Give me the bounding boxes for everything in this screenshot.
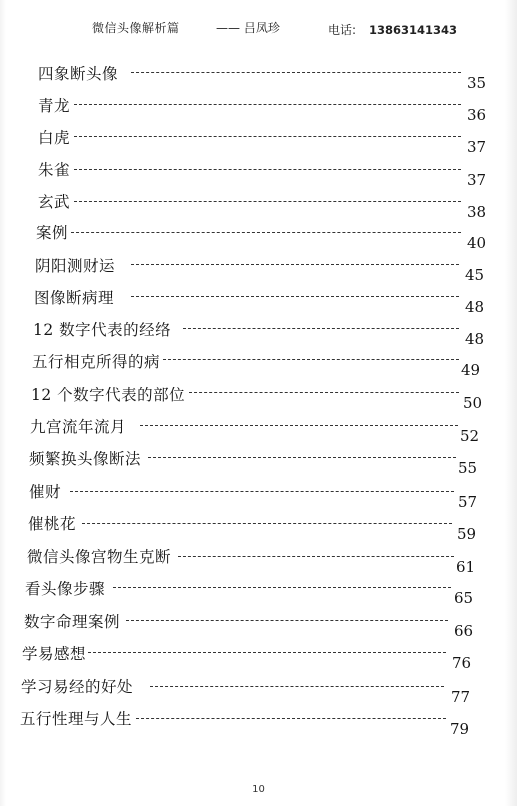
- toc-entry: [0, 350, 517, 380]
- toc-entry: [0, 577, 517, 607]
- toc-entry: [0, 383, 517, 413]
- toc-entry: [0, 62, 517, 92]
- toc-dot-leader: [136, 718, 446, 719]
- toc-entry-page: 35: [467, 74, 487, 92]
- toc-entry-title: 案例: [36, 224, 69, 242]
- toc-entry-title: 朱雀: [38, 161, 71, 179]
- toc-entry-title: 九宫流年流月: [30, 418, 127, 436]
- toc-entry-page: 49: [461, 361, 481, 379]
- toc-entry-page: 38: [467, 203, 487, 221]
- toc-entry: [0, 447, 517, 477]
- toc-dot-leader: [113, 587, 451, 588]
- toc-entry-title: 青龙: [38, 97, 71, 115]
- toc-entry: [0, 254, 517, 284]
- phone-number: 13863141343: [369, 23, 458, 37]
- toc-entry-page: 55: [458, 459, 478, 477]
- toc-dot-leader: [150, 686, 444, 687]
- toc-entry-title: 频繁换头像断法: [29, 450, 142, 468]
- toc-entry-title: 12 数字代表的经络: [33, 321, 172, 339]
- toc-entry: [0, 318, 517, 348]
- toc-entry-title: 玄武: [38, 193, 71, 211]
- page-number: 10: [252, 784, 265, 795]
- toc-entry-page: 76: [452, 654, 472, 672]
- toc-dot-leader: [70, 491, 454, 492]
- toc-entry: [0, 545, 517, 575]
- toc-entry: [0, 642, 517, 672]
- toc-entry: [0, 512, 517, 542]
- toc-entry-page: 48: [465, 298, 485, 316]
- toc-entry-title: 白虎: [38, 129, 71, 147]
- toc-entry: [0, 675, 517, 705]
- toc-dot-leader: [88, 652, 446, 653]
- toc-entry: [0, 190, 517, 220]
- toc-entry-title: 五行性理与人生: [20, 710, 133, 728]
- toc-dot-leader: [82, 523, 452, 524]
- toc-entry-page: 77: [451, 688, 471, 706]
- toc-entry-page: 40: [467, 234, 487, 252]
- toc-entry: [0, 126, 517, 156]
- toc-entry-title: 四象断头像: [38, 65, 119, 83]
- toc-entry-title: 催财: [29, 483, 62, 501]
- toc-dot-leader: [74, 169, 461, 170]
- toc-entry-title: 阴阳测财运: [35, 257, 116, 275]
- phone-label: 电话:: [328, 23, 357, 37]
- toc-dot-leader: [131, 264, 459, 265]
- toc-dot-leader: [71, 232, 461, 233]
- toc-entry-title: 催桃花: [28, 515, 77, 533]
- toc-entry-page: 52: [460, 427, 480, 445]
- toc-entry-title: 学易感想: [22, 645, 87, 663]
- toc-entry-title: 五行相克所得的病: [32, 353, 161, 371]
- author-name: —— 吕凤珍: [216, 21, 280, 35]
- toc-dot-leader: [148, 457, 456, 458]
- toc-entry: [0, 480, 517, 510]
- toc-dot-leader: [131, 72, 461, 73]
- toc-entry: [0, 94, 517, 124]
- toc-dot-leader: [74, 201, 461, 202]
- toc-entry-page: 48: [465, 330, 485, 348]
- toc-dot-leader: [126, 620, 448, 621]
- toc-dot-leader: [74, 104, 461, 105]
- toc-dot-leader: [189, 392, 459, 393]
- toc-entry: [0, 286, 517, 316]
- toc-dot-leader: [183, 328, 459, 329]
- toc-dot-leader: [163, 359, 459, 360]
- toc-entry-title: 12 个数字代表的部位: [31, 386, 186, 404]
- toc-entry: [0, 221, 517, 251]
- toc-entry-page: 66: [454, 622, 474, 640]
- toc-entry: [0, 158, 517, 188]
- toc-dot-leader: [140, 425, 458, 426]
- toc-entry-title: 数字命理案例: [24, 613, 121, 631]
- toc-dot-leader: [178, 556, 454, 557]
- toc-entry-page: 45: [465, 266, 485, 284]
- toc-entry-page: 79: [450, 720, 470, 738]
- book-title: 微信头像解析篇: [92, 21, 180, 35]
- toc-entry: [0, 610, 517, 640]
- toc-entry-title: 微信头像宫物生克断: [27, 548, 172, 566]
- toc-entry-page: 37: [467, 171, 487, 189]
- toc-entry-title: 学习易经的好处: [21, 678, 134, 696]
- toc-entry-title: 看头像步骤: [25, 580, 106, 598]
- toc-entry-page: 37: [467, 138, 487, 156]
- toc-entry-page: 36: [467, 106, 487, 124]
- toc-entry: [0, 707, 517, 737]
- toc-entry-page: 61: [456, 558, 476, 576]
- toc-dot-leader: [74, 136, 461, 137]
- toc-entry: [0, 415, 517, 445]
- toc-entry-title: 图像断病理: [34, 289, 115, 307]
- toc-entry-page: 65: [454, 589, 474, 607]
- toc-dot-leader: [131, 296, 459, 297]
- toc-entry-page: 59: [457, 525, 477, 543]
- toc-entry-page: 57: [458, 493, 478, 511]
- toc-entry-page: 50: [463, 394, 483, 412]
